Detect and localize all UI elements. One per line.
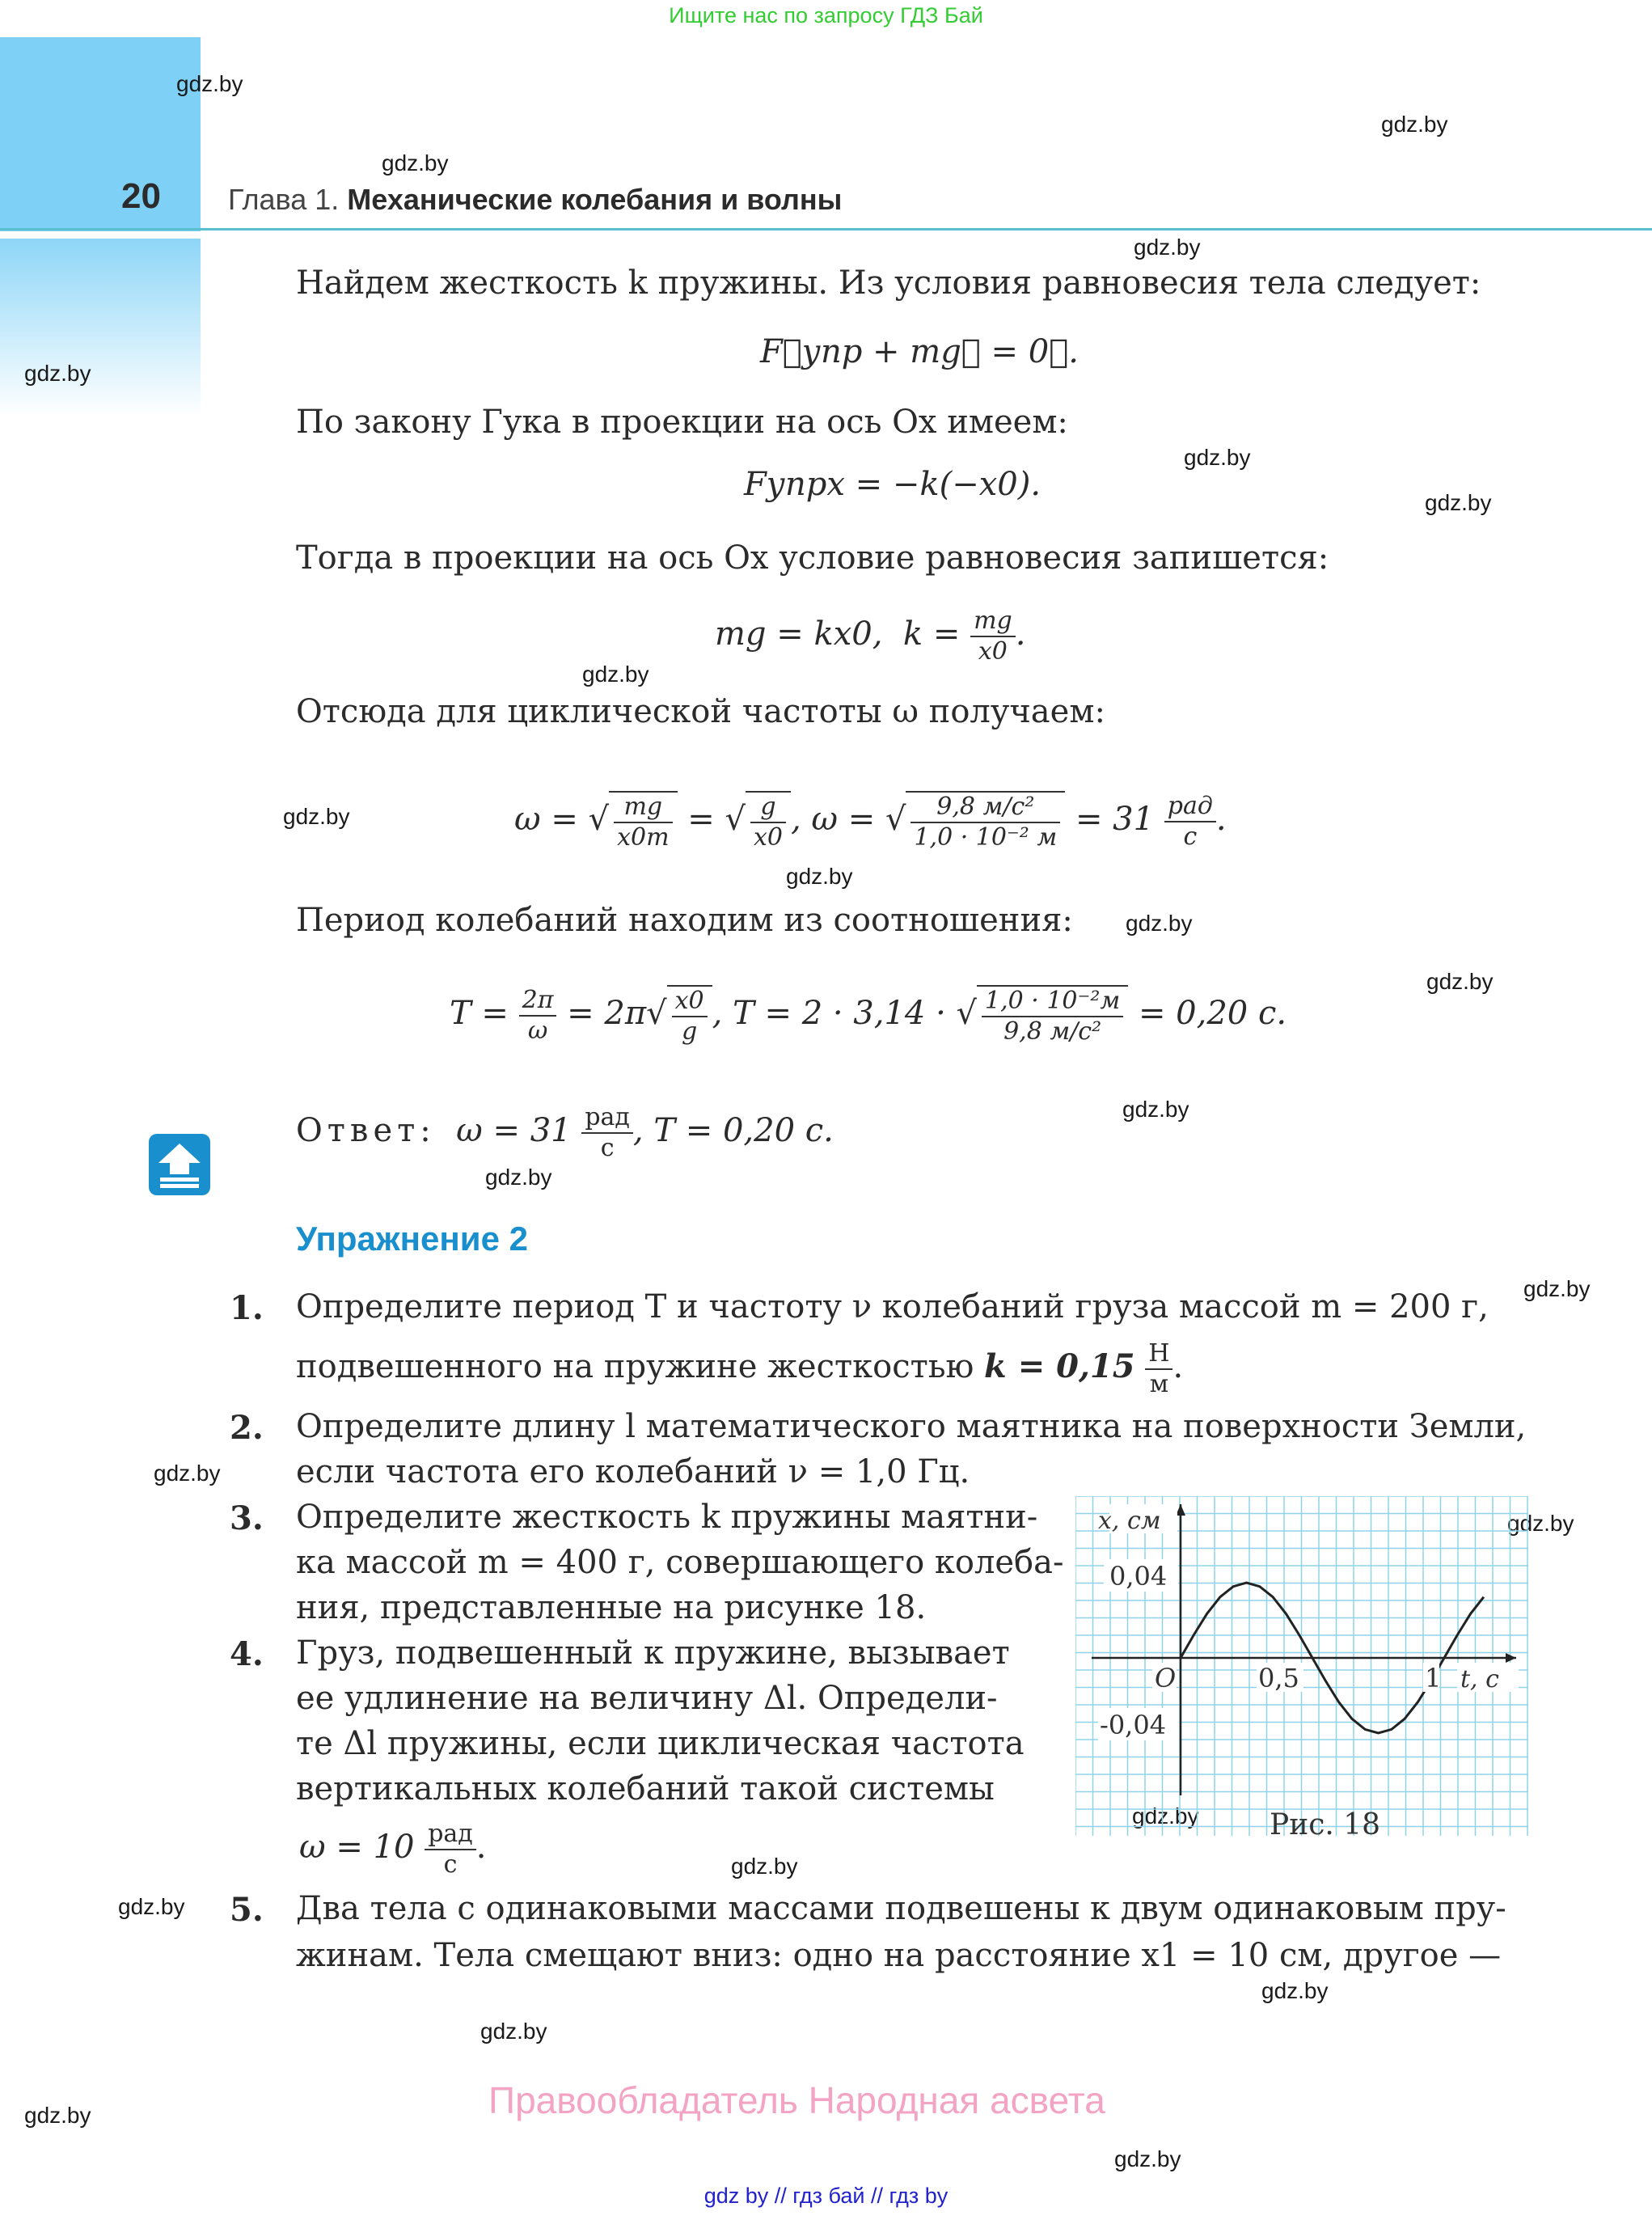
x-axis-label: t, с (1460, 1665, 1499, 1693)
fraction-denominator: 1,0 · 10⁻² м (914, 823, 1058, 852)
watermark: gdz.by (382, 150, 449, 175)
formula-part: = 31 (1075, 801, 1155, 838)
unit-fraction (1145, 1339, 1172, 1399)
watermark: gdz.by (786, 864, 853, 889)
exercise-line: жинам. Тела смещают вниз: одно на расстояние x1 = 10 см, другое — (296, 1937, 1502, 1974)
formula-period: T = $\frac{2\pi}{\omega}$ = 2π√ $\frac{x0}{g}$ , T = 2 · 3,14 · √ $\frac{\text{1,0 · 10⁻²м}}{\text{9,8 м/с²}}$ = 0,20 с. (450, 986, 1287, 1046)
fraction-denominator: м (1149, 1370, 1169, 1398)
fraction-numerator: mg (970, 607, 1016, 637)
sqrt-fraction (977, 985, 1128, 1046)
figure-caption: Рис. 18 (1270, 1808, 1381, 1841)
sqrt-fraction (667, 985, 712, 1046)
fraction-denominator: x0 (978, 637, 1008, 666)
watermark: gdz.by (118, 1894, 185, 1919)
formula-part: , T = 0,20 с. (632, 1112, 834, 1149)
copyright-notice: Правообладатель Народная асвета (488, 2079, 1105, 2121)
fraction-denominator: g (682, 1017, 698, 1046)
fraction-numerator: mg (614, 793, 672, 823)
fraction (970, 607, 1016, 666)
paragraph-hooke: По закону Гука в проекции на ось Ox имеем: (296, 404, 1068, 441)
fraction-numerator: рад (1164, 792, 1216, 822)
exercise-line: ния, представленные на рисунке 18. (296, 1589, 927, 1626)
watermark: gdz.by (1114, 2146, 1181, 2171)
exercise-line: ка массой m = 400 г, совершающего колеба- (296, 1544, 1064, 1581)
top-note: Ищите нас по запросу ГДЗ Бай (669, 3, 983, 27)
watermark: gdz.by (1134, 235, 1201, 260)
watermark: gdz.by (1507, 1511, 1574, 1536)
unit-fraction (581, 1103, 633, 1163)
fraction-denominator: ω (527, 1017, 548, 1045)
tick-y-neg: -0,04 (1100, 1710, 1167, 1740)
paragraph-projection: Тогда в проекции на ось Ox условие равновесия запишется: (296, 539, 1329, 577)
item-number: 4. (230, 1635, 264, 1673)
fraction-denominator: 9,8 м/с² (1003, 1017, 1102, 1046)
item-number: 3. (230, 1499, 264, 1537)
fraction-denominator: x0m (617, 823, 670, 852)
tick-y-pos: 0,04 (1109, 1561, 1168, 1592)
formula-part: = (687, 801, 715, 838)
answer-line (296, 1103, 834, 1163)
watermark: gdz.by (24, 2103, 91, 2128)
watermark: gdz.by (1126, 911, 1193, 936)
fraction-denominator: с (1183, 822, 1198, 851)
fraction (519, 986, 557, 1046)
header-rule (0, 228, 1652, 230)
formula-part: ω = 31 (456, 1112, 572, 1149)
formula-omega: ω = √ $\frac{mg}{x0m}$ = √ $\frac{g}{x0}$ , ω = √ $\frac{\text{9,8 м/с²}}{\text{1,0 · 10⁻² м}}$ = 31 $\frac{\text{рад}}{с}$ . (514, 792, 1227, 852)
watermark: gdz.by (1425, 490, 1492, 515)
watermark: gdz.by (283, 804, 350, 829)
origin-label: O (1155, 1663, 1177, 1693)
fraction-numerator: 1,0 · 10⁻²м (982, 987, 1123, 1017)
paragraph-stiffness: Найдем жесткость k пружины. Из условия равновесия тела следует: (296, 264, 1481, 302)
watermark: gdz.by (1426, 969, 1494, 994)
watermark: gdz.by (1381, 112, 1448, 137)
paragraph-period: Период колебаний находим из соотношения: (296, 902, 1073, 939)
sqrt-fraction (609, 791, 677, 852)
fraction-numerator: 2π (519, 986, 557, 1017)
fraction-numerator: рад (581, 1103, 633, 1134)
watermark: gdz.by (1261, 1978, 1329, 2003)
item-number: 1. (230, 1289, 264, 1327)
watermark: gdz.by (24, 361, 91, 386)
fraction-denominator: с (600, 1134, 615, 1162)
exercise-line: Определите жесткость k пружины маятни- (296, 1499, 1038, 1536)
exercise-text: подвешенного на пружине жесткостью (296, 1348, 974, 1385)
exercise-line: ω = 10 $\frac{\text{рад}}{с}$ . (299, 1820, 487, 1879)
watermark: gdz.by (1122, 1097, 1189, 1122)
watermark: gdz.by (1523, 1276, 1591, 1301)
chapter-prefix: Глава 1. (228, 183, 340, 216)
paragraph-omega: Отсюда для циклической частоты ω получаем: (296, 693, 1105, 730)
exercise-line: Два тела с одинаковыми массами подвешены к двум одинаковым пру- (296, 1890, 1506, 1927)
exercise-line: те Δl пружины, если циклическая частота (296, 1725, 1025, 1762)
tick-x-1: 1 (1425, 1663, 1442, 1693)
chapter-header (228, 183, 842, 217)
formula-hooke: Fупрx = −k(−x0). (744, 466, 1041, 503)
chapter-title: Механические колебания и волны (347, 183, 843, 216)
exercise-line: подвешенного на пружине жесткостью k = 0,15 $\frac{Н}{м}$ . (296, 1339, 1184, 1398)
formula-part: = 2π (567, 995, 647, 1032)
sqrt-fraction (906, 791, 1065, 852)
item-number: 5. (230, 1891, 264, 1929)
exercise-line: ее удлинение на величину Δl. Определи- (296, 1680, 998, 1717)
fraction-numerator: g (750, 793, 786, 823)
formula-equilibrium: F⃗упр + mg⃗ = 0⃗. (760, 333, 1079, 370)
fraction-denominator: с (443, 1850, 458, 1879)
fraction-numerator: Н (1145, 1339, 1172, 1370)
exercise-line: если частота его колебаний ν = 1,0 Гц. (296, 1453, 970, 1490)
watermark: gdz.by (480, 2019, 547, 2044)
formula-part: = 0,20 с. (1138, 995, 1287, 1032)
formula-part: k = 0,15 (984, 1347, 1135, 1385)
watermark: gdz.by (485, 1165, 552, 1190)
unit-fraction (1164, 792, 1216, 852)
watermark: gdz.by (1184, 445, 1251, 470)
exercise-line: вертикальных колебаний такой системы (296, 1770, 995, 1808)
exercise-line: Определите длину l математического маятника на поверхности Земли, (296, 1408, 1527, 1445)
fraction-numerator: 9,8 м/с² (911, 793, 1060, 823)
item-number: 2. (230, 1409, 264, 1447)
answer-icon (149, 1134, 210, 1195)
figure-18-chart (1075, 1496, 1528, 1836)
y-axis-label: x, см (1098, 1507, 1161, 1535)
unit-fraction (425, 1820, 476, 1879)
fraction-numerator: рад (425, 1820, 476, 1850)
footer-links[interactable]: gdz by // гдз бай // гдз by (703, 2184, 949, 2208)
x-axis-arrow (1506, 1653, 1516, 1663)
answer-label: Ответ: (296, 1112, 436, 1149)
formula-part: , ω = (790, 801, 876, 838)
formula-stiffness: mg = kx0, k = $\frac{mg}{x0}$ . (715, 607, 1026, 666)
formula-part: T = (450, 995, 509, 1032)
formula-part: mg = kx0, (715, 615, 883, 653)
watermark: gdz.by (731, 1854, 798, 1879)
fraction-denominator: x0 (753, 823, 783, 852)
formula-part: , T = 2 · 3,14 · (712, 995, 946, 1032)
watermark: gdz.by (154, 1461, 221, 1486)
watermark: gdz.by (1132, 1803, 1199, 1829)
watermark: gdz.by (176, 71, 243, 96)
watermark: gdz.by (582, 662, 649, 687)
fraction-numerator: x0 (672, 987, 708, 1017)
formula-part: k = (902, 615, 961, 653)
exercise-line: Груз, подвешенный к пружине, вызывает (296, 1634, 1010, 1672)
tick-x-05: 0,5 (1258, 1663, 1299, 1693)
chapter-tab-fade (0, 239, 201, 416)
exercise-line: Определите период T и частоту ν колебаний груза массой m = 200 г, (296, 1288, 1489, 1326)
exercise-title: Упражнение 2 (296, 1220, 528, 1258)
formula-part: ω = (514, 801, 578, 838)
sqrt-fraction (746, 791, 791, 852)
formula-part: ω = 10 (299, 1829, 415, 1866)
chapter-tab (0, 37, 201, 231)
page-number: 20 (121, 176, 161, 216)
